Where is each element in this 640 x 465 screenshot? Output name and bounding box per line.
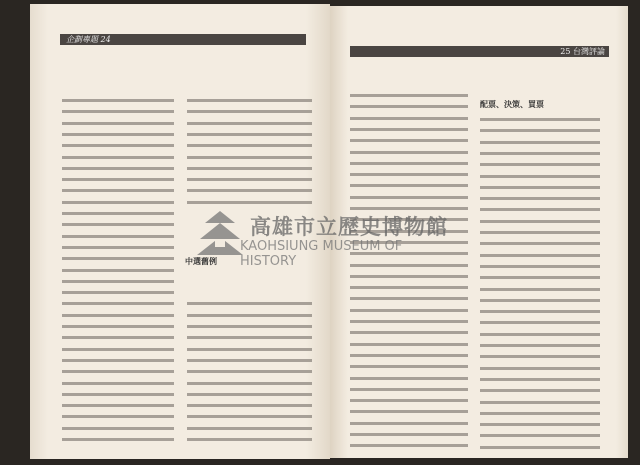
text-line — [62, 189, 174, 192]
text-line — [350, 286, 468, 289]
text-line — [187, 359, 312, 362]
text-line — [62, 99, 174, 102]
text-line — [350, 94, 468, 97]
text-line — [480, 186, 600, 189]
watermark-chinese: 高雄市立歷史博物館 — [250, 215, 448, 239]
text-line — [62, 314, 174, 317]
right-page-header: 25 台灣評論 — [350, 46, 609, 57]
museum-watermark — [195, 205, 455, 269]
text-line — [62, 291, 174, 294]
text-line — [480, 220, 600, 223]
section-heading: 配票、決策、買票 — [480, 99, 544, 109]
text-line — [480, 254, 600, 257]
text-line — [62, 370, 174, 373]
text-line — [350, 297, 468, 300]
text-line — [480, 265, 600, 268]
text-line — [350, 105, 468, 108]
text-line — [187, 156, 312, 159]
text-line — [62, 382, 174, 385]
text-line — [62, 415, 174, 418]
text-line — [187, 348, 312, 351]
text-line — [187, 189, 312, 192]
text-line — [187, 201, 312, 204]
text-line — [480, 367, 600, 370]
text-line — [62, 280, 174, 283]
text-line — [480, 401, 600, 404]
text-line — [350, 173, 468, 176]
text-line — [480, 355, 600, 358]
text-line — [480, 333, 600, 336]
text-line — [62, 212, 174, 215]
museum-logo-icon — [195, 209, 245, 259]
text-line — [187, 370, 312, 373]
text-line — [187, 144, 312, 147]
text-line — [187, 415, 312, 418]
text-line — [187, 325, 312, 328]
text-line — [350, 309, 468, 312]
text-line — [187, 133, 312, 136]
text-line — [350, 399, 468, 402]
text-line — [350, 117, 468, 120]
text-line — [480, 197, 600, 200]
text-line — [350, 196, 468, 199]
text-line — [350, 354, 468, 357]
text-line — [350, 162, 468, 165]
text-line — [62, 438, 174, 441]
text-line — [62, 223, 174, 226]
text-line — [62, 257, 174, 260]
text-line — [62, 110, 174, 113]
text-line — [62, 156, 174, 159]
text-line — [350, 151, 468, 154]
text-line — [350, 388, 468, 391]
text-line — [480, 175, 600, 178]
text-line — [187, 167, 312, 170]
text-line — [480, 446, 600, 449]
text-line — [187, 302, 312, 305]
text-line — [480, 208, 600, 211]
text-line — [62, 336, 174, 339]
text-line — [480, 129, 600, 132]
text-line — [62, 235, 174, 238]
text-line — [350, 320, 468, 323]
text-line — [480, 321, 600, 324]
text-line — [350, 343, 468, 346]
text-line — [480, 423, 600, 426]
text-line — [62, 393, 174, 396]
text-line — [187, 178, 312, 181]
text-line — [187, 404, 312, 407]
text-line — [187, 122, 312, 125]
text-line — [62, 122, 174, 125]
left-page-header: 企劃專題 24 — [60, 34, 306, 45]
text-line — [350, 184, 468, 187]
text-line — [187, 336, 312, 339]
text-line — [62, 201, 174, 204]
text-line — [480, 310, 600, 313]
text-line — [350, 331, 468, 334]
text-line — [62, 133, 174, 136]
text-line — [62, 404, 174, 407]
text-line — [187, 99, 312, 102]
text-line — [62, 167, 174, 170]
text-line — [480, 389, 600, 392]
text-line — [480, 299, 600, 302]
text-line — [480, 152, 600, 155]
text-line — [480, 242, 600, 245]
text-line — [350, 444, 468, 447]
text-line — [350, 365, 468, 368]
text-line — [187, 393, 312, 396]
text-line — [480, 378, 600, 381]
text-line — [480, 163, 600, 166]
text-line — [187, 427, 312, 430]
text-line — [350, 410, 468, 413]
text-line — [480, 118, 600, 121]
text-line — [62, 178, 174, 181]
text-line — [480, 276, 600, 279]
text-line — [187, 438, 312, 441]
text-line — [187, 382, 312, 385]
text-line — [480, 141, 600, 144]
text-line — [350, 275, 468, 278]
text-line — [62, 269, 174, 272]
text-line — [187, 110, 312, 113]
text-line — [480, 434, 600, 437]
text-line — [62, 144, 174, 147]
text-line — [62, 302, 174, 305]
text-line — [62, 427, 174, 430]
text-line — [350, 128, 468, 131]
text-line — [480, 288, 600, 291]
section-heading: 中選舊例 — [185, 256, 217, 266]
text-line — [480, 344, 600, 347]
text-line — [350, 422, 468, 425]
text-line — [350, 433, 468, 436]
text-line — [62, 359, 174, 362]
text-line — [62, 246, 174, 249]
text-line — [480, 412, 600, 415]
text-line — [187, 314, 312, 317]
text-line — [350, 377, 468, 380]
text-line — [480, 231, 600, 234]
text-line — [62, 348, 174, 351]
watermark-english: KAOHSIUNG MUSEUM OF HISTORY — [240, 239, 403, 269]
text-line — [62, 325, 174, 328]
text-line — [350, 139, 468, 142]
